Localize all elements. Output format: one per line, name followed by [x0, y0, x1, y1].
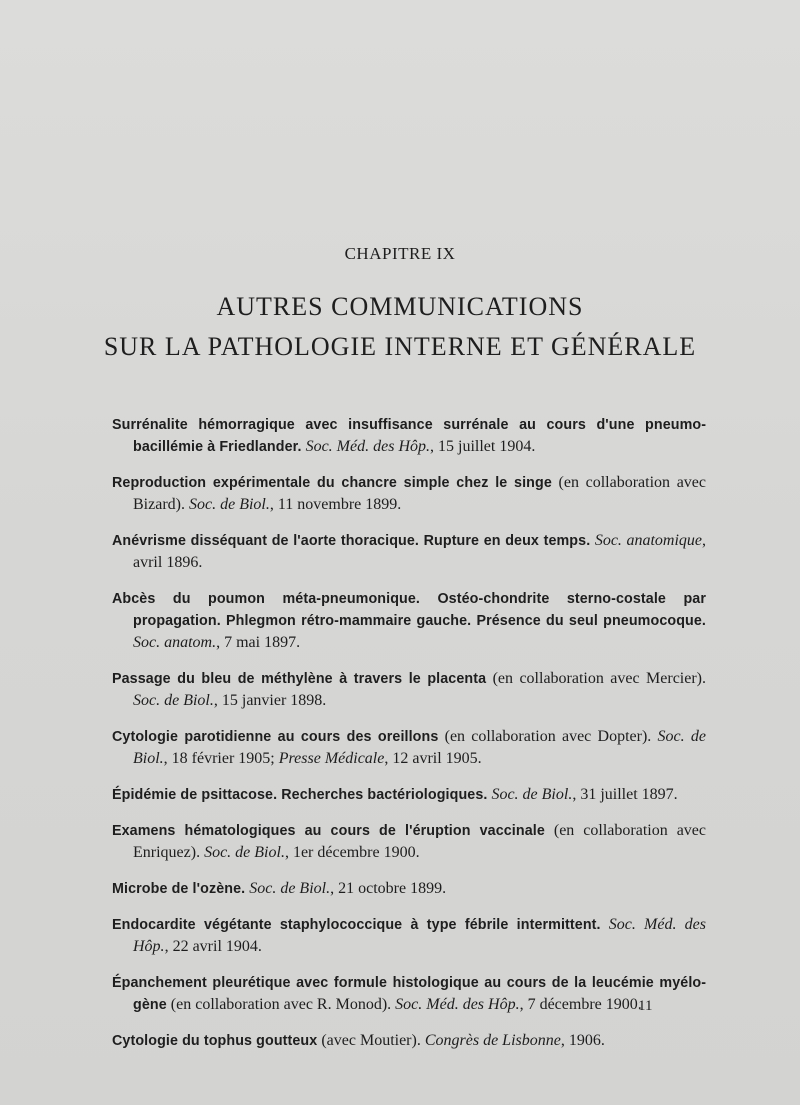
entry-title: Endocardite végétante staphylococcique à type fébrile intermittent. [112, 917, 601, 933]
entry-date: , 31 juillet 1897. [572, 786, 678, 803]
entry-title: Abcès du poumon méta-pneumonique. Ostéo-chondrite sterno-costale par propagation. Phlegmon rétro-mammaire gauche. Présence du seul pneumocoque. [112, 591, 706, 629]
entry-journal: Soc. de Biol. [491, 786, 573, 803]
entry-collaboration: (en collaboration avec Bizard). [133, 474, 706, 513]
communications-list [112, 414, 706, 1066]
entry-title: Cytologie parotidienne au cours des oreillons [112, 729, 439, 745]
entry-collaboration: (en collaboration avec R. Monod). [166, 996, 396, 1013]
entry-journal: Soc. Méd. des Hôp. [395, 996, 520, 1013]
entry-title: Cytologie du tophus goutteux [112, 1033, 318, 1049]
entry-journal: Soc. de Biol. [133, 692, 214, 709]
chapter-title-line-1: AUTRES COMMUNICATIONS [216, 292, 584, 321]
entry-title: Microbe de l'ozène. [112, 881, 246, 897]
entry-journal: Soc. de Biol. [204, 844, 285, 861]
entry-journal-2: Presse Médicale [278, 750, 385, 767]
entry-journal: Congrès de Lisbonne [424, 1032, 561, 1049]
chapter-title-line-2: SUR LA PATHOLOGIE INTERNE ET GÉNÉRALE [103, 332, 697, 361]
entry-journal: Soc. de Biol. [249, 880, 331, 897]
entry-title: Épidémie de psittacose. Recherches bactériologiques. [112, 787, 488, 803]
entry-date: , avril 1896. [133, 532, 706, 571]
entry-date: , 15 janvier 1898. [213, 692, 327, 709]
entry-date: , 18 février 1905; [163, 750, 279, 767]
list-item [112, 784, 706, 806]
entry-title: Passage du bleu de méthylène à travers le placenta [112, 671, 487, 687]
entry-journal: Soc. Méd. des Hôp. [305, 438, 430, 455]
entry-title: Examens hématologiques au cours de l'éruption vaccinale [112, 823, 545, 839]
entry-date: , 22 avril 1904. [164, 938, 262, 955]
entry-collaboration: (avec Moutier). [317, 1032, 425, 1049]
list-item [112, 972, 706, 1016]
entry-title: Reproduction expérimentale du chancre simple chez le singe [112, 475, 552, 491]
list-item [112, 878, 706, 900]
entry-collaboration: (en collaboration avec Enriquez). [133, 822, 706, 861]
list-item [112, 914, 706, 958]
entry-journal: Soc. de Biol. [133, 728, 707, 767]
entry-date: , 7 mai 1897. [216, 634, 301, 651]
page-number: 11 [638, 998, 653, 1014]
entry-title: Épanchement pleurétique avec formule histologique au cours de la leucémie myélogène [112, 975, 706, 1013]
list-item [112, 530, 706, 574]
entry-collaboration: (en collaboration avec Mercier). [486, 670, 706, 687]
entry-journal: Soc. anatom. [133, 634, 217, 651]
list-item [112, 414, 706, 458]
entry-date: , 1906. [560, 1032, 605, 1049]
entry-collaboration: (en collaboration avec Dopter). [438, 728, 658, 745]
entry-date: , 1er décembre 1900. [284, 844, 420, 861]
entry-date: , 21 octobre 1899. [330, 880, 447, 897]
list-item [112, 820, 706, 864]
entry-journal: Soc. Méd. des Hôp. [133, 916, 706, 955]
entry-date: , 15 juillet 1904. [430, 438, 536, 455]
list-item [112, 588, 706, 654]
chapter-heading: CHAPITRE IX [344, 244, 456, 263]
list-item [112, 726, 706, 770]
entry-date: , 11 novembre 1899. [269, 496, 402, 513]
list-item [112, 472, 706, 516]
list-item [112, 668, 706, 712]
entry-journal: Soc. de Biol. [188, 496, 270, 513]
list-item [112, 1030, 706, 1052]
entry-title: Surrénalite hémorragique avec insuffisance surrénale au cours d'une pneumobacillémie à Friedlander. [112, 417, 706, 455]
entry-title: Anévrisme disséquant de l'aorte thoracique. Rupture en deux temps. [112, 533, 591, 549]
entry-journal: Soc. anatomique [594, 532, 702, 549]
entry-date: , 7 décembre 1900. [519, 996, 642, 1013]
entry-date-2: , 12 avril 1905. [384, 750, 482, 767]
